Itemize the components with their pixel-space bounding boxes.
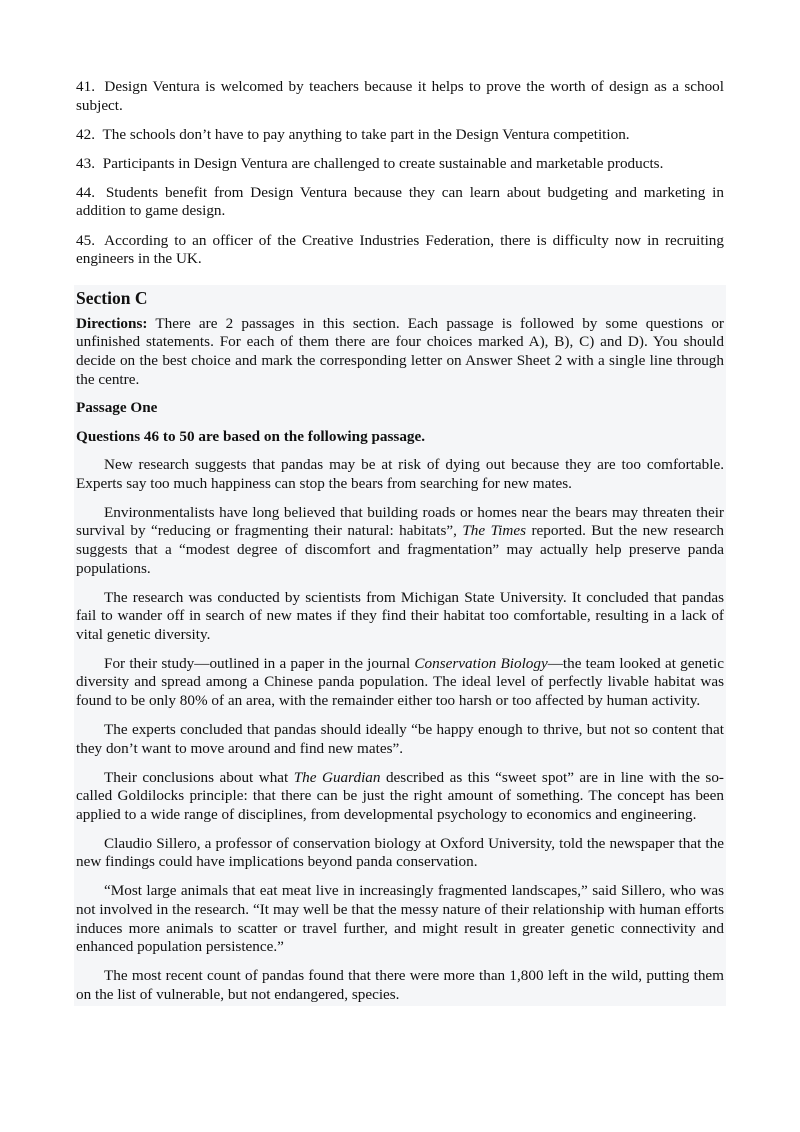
paragraph-8: “Most large animals that eat meat live in increasingly fragmented landscapes,” said Sillero, who was not involved in the research. “It may well be that the messy nature of their relationship with human efforts induces more animals to scatter or travel further, and might result in greater genetic connectivity and enhanced population persistence.” bbox=[76, 882, 724, 956]
paragraph-9: The most recent count of pandas found that there were more than 1,800 left in the wild, putting them on the list of vulnerable, but not endangered, species. bbox=[76, 967, 724, 1003]
question-44 bbox=[76, 184, 724, 221]
questions-41-45 bbox=[76, 78, 724, 269]
paragraph-text: Their conclusions about what bbox=[104, 768, 289, 786]
section-title: Section C bbox=[76, 287, 148, 308]
question-45 bbox=[76, 232, 724, 269]
passage-intro: Questions 46 to 50 are based on the following passage. bbox=[76, 427, 426, 445]
paragraph-6 bbox=[76, 769, 724, 825]
journal-title: Conservation Biology bbox=[414, 654, 548, 672]
question-text: Students benefit from Design Ventura because they can learn about budgeting and marketing in addition to game design. bbox=[76, 183, 724, 220]
question-text: According to an officer of the Creative Industries Federation, there is difficulty now in recruiting engineers in the UK. bbox=[76, 231, 724, 268]
question-text: The schools don’t have to pay anything to take part in the Design Ventura competition. bbox=[102, 125, 630, 143]
paragraph-4 bbox=[76, 655, 724, 711]
passage-body bbox=[76, 456, 724, 1004]
question-text: Participants in Design Ventura are challenged to create sustainable and marketable products. bbox=[102, 154, 664, 172]
question-text: Design Ventura is welcomed by teachers because it helps to prove the worth of design as a school subject. bbox=[76, 78, 724, 114]
question-number: 41. bbox=[76, 78, 95, 95]
passage-label: Passage One bbox=[76, 399, 158, 417]
paragraph-3: The research was conducted by scientists from Michigan State University. It concluded that pandas fail to wander off in search of new mates if they find their habitat too comfortable, resulting in a lack of vital genetic diversity. bbox=[76, 588, 724, 643]
question-42 bbox=[76, 126, 724, 145]
question-41 bbox=[76, 78, 724, 115]
question-number: 44. bbox=[76, 183, 95, 201]
question-number: 43. bbox=[76, 154, 95, 172]
paragraph-text: reported. But the new research suggests that a “modest degree of discomfort and fragmentation” may actually help preserve panda populations. bbox=[76, 522, 724, 577]
question-43 bbox=[76, 155, 724, 174]
exam-page bbox=[76, 78, 724, 1006]
paragraph-2 bbox=[76, 504, 724, 578]
paragraph-5: The experts concluded that pandas should ideally “be happy enough to thrive, but not so content that they don’t want to move around and find new mates”. bbox=[76, 721, 724, 757]
paragraph-text: described as this “sweet spot” are in line with the so-called Goldilocks principle: that there can be just the right amount of something. The concept has been applied to a wide range of disciplines, from developmental psychology to economics and engineering. bbox=[76, 768, 724, 823]
paragraph-text: Environmentalists have long believed that building roads or homes near the bears may threaten their survival by “reducing or fragmenting their natural: habitats”, bbox=[76, 503, 724, 540]
paragraph-text: For their study—outlined in a paper in the journal bbox=[104, 654, 411, 672]
directions-label: Directions: bbox=[76, 314, 148, 332]
question-number: 45. bbox=[76, 231, 95, 249]
directions-text: There are 2 passages in this section. Each passage is followed by some questions or unfinished statements. For each of them there are four choices marked A), B), C) and D). You should decide on the best choice and mark the corresponding letter on Answer Sheet 2 with a single line through the centre. bbox=[76, 314, 724, 388]
paragraph-1: New research suggests that pandas may be at risk of dying out because they are too comfortable. Experts say too much happiness can stop the bears from searching for new mates. bbox=[76, 456, 724, 492]
section-c bbox=[74, 285, 726, 1007]
paragraph-7: Claudio Sillero, a professor of conservation biology at Oxford University, told the newspaper that the new findings could have implications beyond panda conservation. bbox=[76, 834, 724, 871]
directions bbox=[76, 315, 724, 389]
newspaper-title: The Times bbox=[462, 522, 527, 540]
question-number: 42. bbox=[76, 125, 95, 143]
newspaper-title: The Guardian bbox=[293, 768, 381, 786]
paragraph-text: —the team looked at genetic diversity and spread among a Chinese panda population. The ideal level of perfectly livable habitat was found to be only 80% of an area, with the remainder either too harsh or too affected by human activity. bbox=[76, 654, 724, 710]
